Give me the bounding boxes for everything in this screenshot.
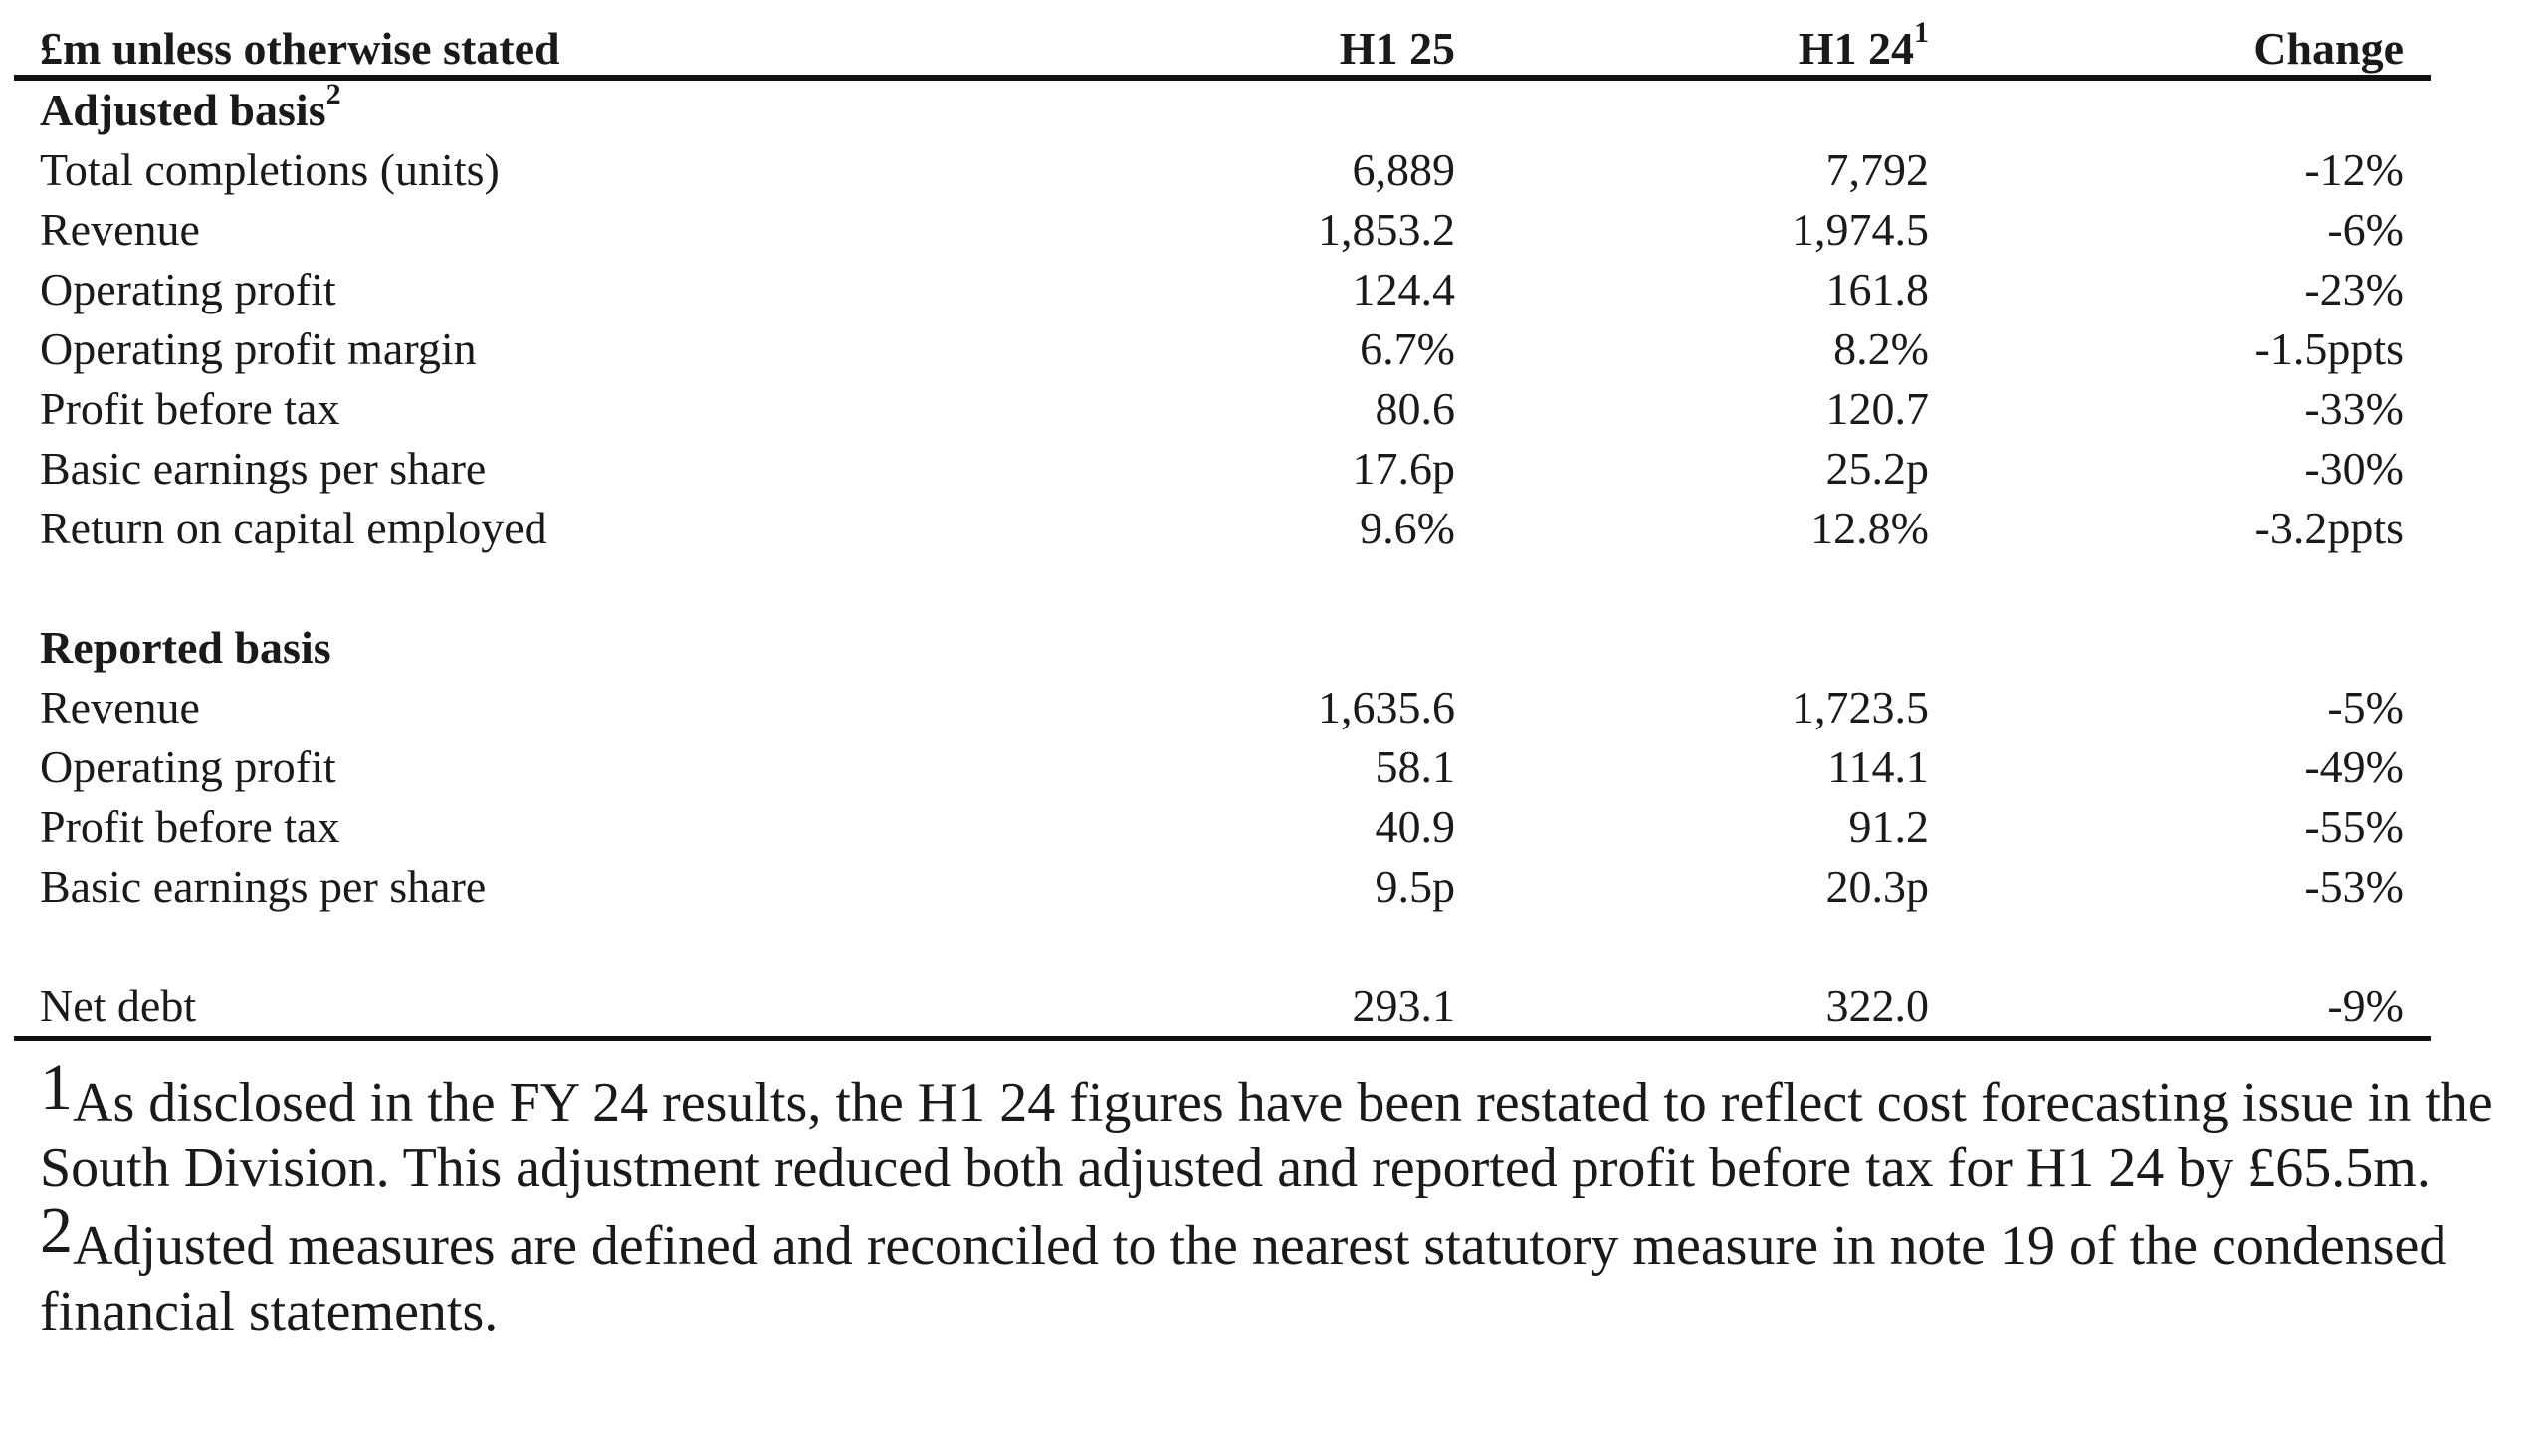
cell-h1-25: 9.6% (1360, 503, 1455, 553)
cell-h1-24: 1,723.5 (1792, 682, 1929, 732)
table-header-row (14, 0, 2431, 75)
cell-change: -33% (2304, 383, 2404, 434)
table-row (14, 797, 2431, 857)
cell-h1-25: 58.1 (1375, 741, 1455, 792)
cell-h1-24: 7,792 (1825, 144, 1929, 195)
cell-h1-24: 20.3p (1825, 861, 1929, 912)
section-adjusted-basis: Adjusted basis$^2$ (40, 78, 341, 135)
cell-change: -55% (2304, 801, 2404, 852)
cell-label: Revenue (40, 204, 200, 255)
cell-h1-25: 80.6 (1375, 383, 1455, 434)
cell-label: Operating profit (40, 741, 336, 792)
footnotes (40, 1051, 2528, 1356)
cell-h1-25: 9.5p (1375, 861, 1455, 912)
cell-change: -49% (2304, 741, 2404, 792)
cell-h1-25: 1,853.2 (1318, 204, 1455, 255)
cell-h1-24: 91.2 (1848, 801, 1929, 852)
table-row (14, 499, 2431, 558)
cell-h1-24: 114.1 (1827, 741, 1929, 792)
table-row (14, 379, 2431, 439)
table-row (14, 260, 2431, 319)
footnote-ref-1: 1 (1914, 16, 1929, 49)
cell-h1-25: 124.4 (1352, 264, 1455, 314)
header-units-label: £m unless otherwise stated (40, 23, 560, 74)
cell-label: Revenue (40, 682, 200, 732)
header-h1-24: H1 $24^1$ (1798, 16, 1929, 74)
table-row-net-debt: Net debt 293.1 322.0 -9% (40, 980, 2404, 1031)
section-reported-basis: Reported basis (40, 622, 331, 673)
cell-change: -12% (2304, 144, 2404, 195)
cell-change: -1.5ppts (2254, 323, 2404, 374)
cell-h1-24: 1,974.5 (1792, 204, 1929, 255)
financial-summary-table (14, 0, 2431, 1041)
cell-label: Basic earnings per share (40, 443, 487, 494)
cell-label: Profit before tax (40, 383, 340, 434)
cell-h1-25: 6,889 (1352, 144, 1455, 195)
cell-label: Basic earnings per share (40, 861, 487, 912)
cell-label: Operating profit margin (40, 323, 477, 374)
cell-label: Return on capital employed (40, 503, 547, 553)
cell-h1-25: 1,635.6 (1318, 682, 1455, 732)
cell-change: -30% (2304, 443, 2404, 494)
cell-h1-24: 12.8% (1810, 503, 1929, 553)
cell-label: Operating profit (40, 264, 336, 314)
cell-h1-24: 161.8 (1825, 264, 1929, 314)
footnote-2: 2Adjusted measures are defined and reconciled to the nearest statutory measure in note 19 of the condensed financial statements. (40, 1194, 2447, 1343)
table-row (14, 319, 2431, 379)
cell-h1-24: 25.2p (1825, 443, 1929, 494)
cell-change: -6% (2327, 204, 2404, 255)
cell-change: -5% (2327, 682, 2404, 732)
table-row (14, 439, 2431, 499)
table-row (14, 200, 2431, 260)
footnote-ref-2: 2 (325, 78, 341, 110)
cell-change: -23% (2304, 264, 2404, 314)
cell-h1-24: 8.2% (1833, 323, 1929, 374)
table-row (14, 678, 2431, 737)
footnote-1: 1As disclosed in the FY 24 results, the H1 24 figures have been restated to reflect cost forecasting issue in the South Division. This adjustment reduced both adjusted and reported profit before tax for H1 24 by £65.5m. (40, 1051, 2493, 1199)
cell-h1-25: 17.6p (1352, 443, 1455, 494)
cell-label: Profit before tax (40, 801, 340, 852)
header-change: Change (2253, 23, 2404, 74)
table-row (14, 737, 2431, 797)
cell-change: -3.2ppts (2254, 503, 2404, 553)
bottom-rule (14, 1036, 2431, 1041)
cell-h1-24: 120.7 (1825, 383, 1929, 434)
table-row (14, 857, 2431, 917)
table-row (14, 140, 2431, 200)
header-h1-25: H1 25 (1339, 23, 1455, 74)
cell-h1-25: 6.7% (1360, 323, 1455, 374)
cell-label: Total completions (units) (40, 144, 500, 195)
cell-h1-25: 40.9 (1375, 801, 1455, 852)
cell-change: -53% (2304, 861, 2404, 912)
